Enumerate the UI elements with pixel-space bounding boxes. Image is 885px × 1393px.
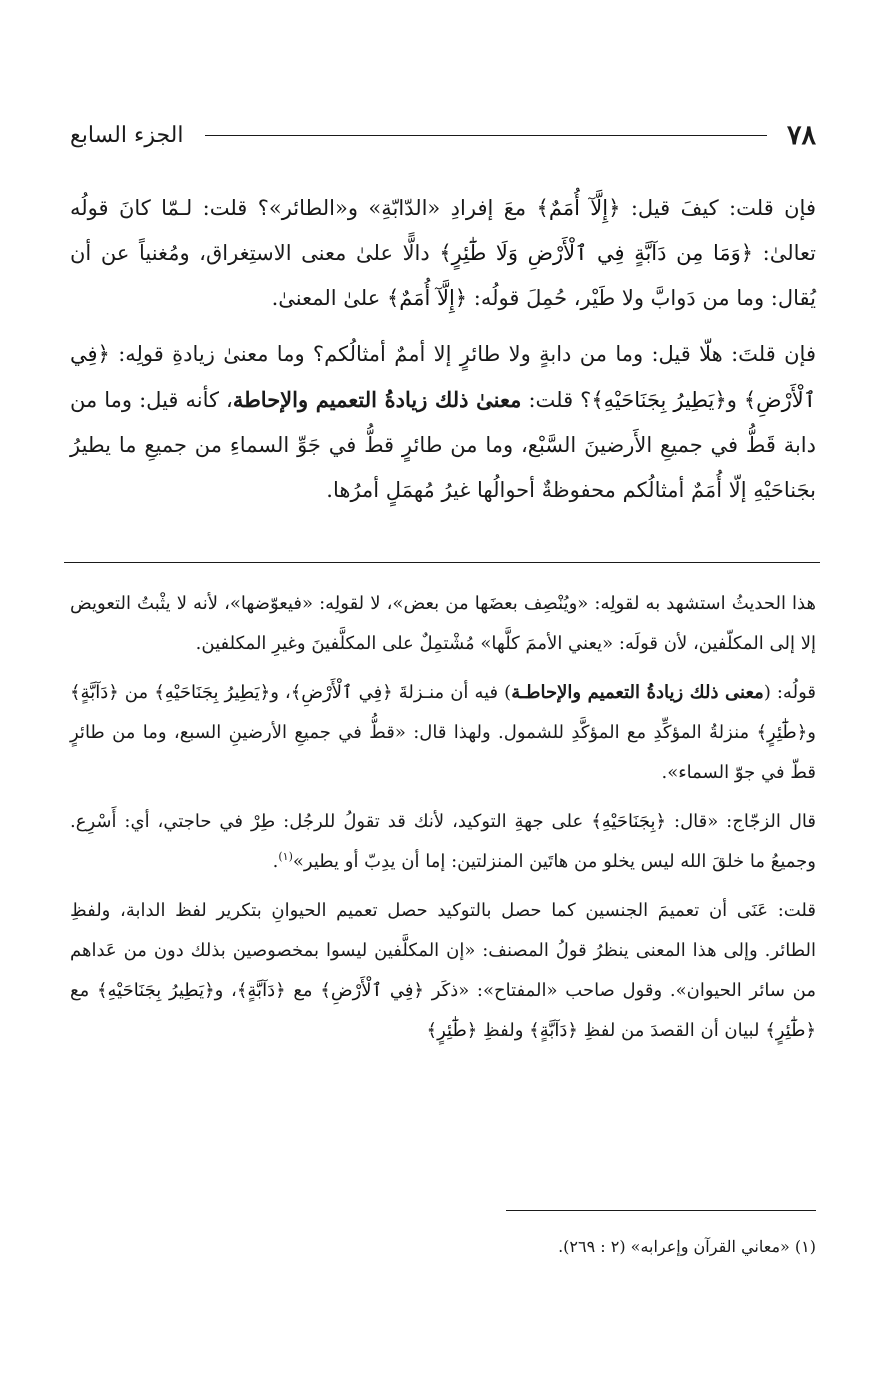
- quran-quote: ﴿دَآبَّةٍ﴾: [70, 682, 119, 703]
- main-paragraph-1: [70, 186, 816, 321]
- quran-quote: ﴿إِلَّآ أُمَمٌ﴾: [536, 196, 621, 220]
- text-run: ولفظِ: [477, 1020, 530, 1041]
- quran-quote: ﴿فِي ٱلْأَرْضِ﴾: [70, 342, 816, 412]
- text-run: على جهةِ التوكيد، لأنك قد تقولُ للرجُل: طِرْ في حاجتي، أي: أَسْرِع. وجميعُ ما خلقَ الله ليس يخلو من هاتَين المنزلتين: إما أن يدِبّ أو يطير»: [70, 811, 816, 872]
- commentary: [70, 584, 816, 1060]
- text-run: و: [807, 722, 816, 743]
- footnote: (١) «معاني القرآن وإعرابه» (٢ : ٢٦٩).: [558, 1237, 816, 1256]
- commentary-paragraph-2: [70, 673, 816, 793]
- bold-phrase: معنىٰ ذلك زيادةُ التعميم والإحاطة: [232, 387, 522, 412]
- text-run: ، و: [270, 682, 291, 703]
- text-run: فإن قلتَ: هلّا قيل: وما من دابةٍ ولا طائرٍ إلا أممٌ أمثالُكم؟ وما معنىٰ زيادةِ قولِه:: [109, 342, 816, 366]
- quran-quote: ﴿فِي ٱلْأَرْضِ﴾: [320, 980, 424, 1001]
- quran-quote: ﴿دَآبَّةٍ﴾: [236, 980, 286, 1001]
- text-run: من: [118, 682, 155, 703]
- quran-quote: ﴿طَٰٓئِرٍ﴾: [426, 1020, 478, 1041]
- text-run: قولُه: (: [763, 682, 816, 703]
- text-run: قال الزجّاج: «قال:: [666, 811, 817, 832]
- page-header: [70, 118, 816, 152]
- section-divider: [64, 562, 820, 563]
- text-run: .: [272, 851, 279, 872]
- quran-quote: ﴿فِي ٱلْأَرْضِ﴾: [290, 682, 393, 703]
- text-run: ) فيه أن منـزلةَ: [392, 682, 512, 703]
- commentary-paragraph-3: [70, 802, 816, 882]
- volume-title: الجزء السابع: [70, 122, 184, 148]
- commentary-paragraph-1: هذا الحديثُ استشهد به لقولِه: «ويُنْصِف بعضَها من بعض»، لا لقولِه: «فيعوّضها»، لأنه لا يثْبتُ التعويض إلا إلى المكلّفين، لأن قولَه: «يعني الأممَ كلَّها» مُشْتمِلٌ على المكلَّفينَ وغيرِ المكلفين.: [70, 593, 816, 654]
- quran-quote: ﴿إِلَّآ أُمَمٌ﴾: [386, 286, 468, 310]
- text-run: دالًّا علىٰ معنى الاستِغراق، ومُغنياً عن أن يُقال: وما من دَوابَّ ولا طَيْر، حُمِلَ قولُه:: [70, 241, 816, 310]
- main-paragraph-2: [70, 332, 816, 513]
- bold-phrase: معنى ذلك زيادةُ التعميم والإحاطـة: [511, 682, 764, 703]
- quran-quote: ﴿بِجَنَاحَيْهِ﴾: [591, 811, 667, 832]
- text-run: مع: [70, 980, 97, 1001]
- quran-quote: ﴿طَٰٓئِرٍ﴾: [756, 722, 808, 743]
- text-run: علىٰ المعنىٰ.: [271, 286, 387, 310]
- quran-quote: ﴿طَٰٓئِرٍ﴾: [765, 1020, 816, 1041]
- text-run: لبيان أن القصدَ من لفظِ: [577, 1020, 766, 1041]
- header-rule: [205, 135, 767, 136]
- main-text: [70, 186, 816, 524]
- text-run: منزلةُ المؤكِّدِ مع المؤكَّدِ للشمول. ولهذا قال: «قطُّ في جميعِ الأرضينِ السبع، وما من طائرٍ قطّ في جوّ السماء».: [70, 722, 816, 783]
- quran-quote: ﴿يَطِيرُ بِجَنَاحَيْهِ﴾: [591, 388, 727, 412]
- text-run: معَ إفرادِ «الدّابّةِ» و«الطائر»؟ قلت: لـمّا كانَ قولُه تعالىٰ:: [70, 196, 817, 265]
- text-run: مع: [285, 980, 321, 1001]
- book-page: [70, 0, 816, 1393]
- text-run: ؟ قلت:: [521, 388, 592, 412]
- quran-quote: ﴿يَطِيرُ بِجَنَاحَيْهِ﴾: [96, 980, 215, 1001]
- quran-quote: ﴿وَمَا مِن دَآبَّةٍ فِي ٱلْأَرْضِ وَلَا طَٰٓئِرٍ﴾: [439, 241, 754, 265]
- text-run: قلت: عَنَى أن تعميمَ الجنسين كما حصل بالتوكيد حصل تعميم الحيوانِ بتكرير لفظ الدابة، ولفظِ الطائر. وإلى هذا المعنى ينظرُ قولُ المصنف: «إن المكلَّفين ليسوا بمخصوصين بذلك دون من عَداهم من سائر الحيوان». وقول صاحب «المفتاح»: «ذكَر: [70, 900, 816, 1001]
- commentary-paragraph-4: [70, 891, 816, 1051]
- text-run: فإن قلت: كيفَ قيل:: [620, 196, 816, 220]
- page-number: ٧٨: [786, 119, 816, 151]
- quran-quote: ﴿يَطِيرُ بِجَنَاحَيْهِ﴾: [154, 682, 271, 703]
- quran-quote: ﴿دَآبَّةٍ﴾: [529, 1020, 578, 1041]
- text-run: و: [726, 388, 744, 412]
- footnote-rule: [506, 1210, 816, 1211]
- text-run: ، و: [214, 980, 237, 1001]
- text-run: ، كأنه قيل: وما من دابة قَطُّ في جميعِ الأَرضينَ السَّبْع، وما من طائرٍ قطُّ في جَوِّ السماءِ من جميعِ ما يطيرُ بجَناحَيْهِ إلّا أُمَمٌ أمثالُكم محفوظةٌ أحوالُها غيرُ مُهمَلٍ أمرُها.: [70, 388, 816, 502]
- footnote-marker[interactable]: (١): [278, 850, 293, 863]
